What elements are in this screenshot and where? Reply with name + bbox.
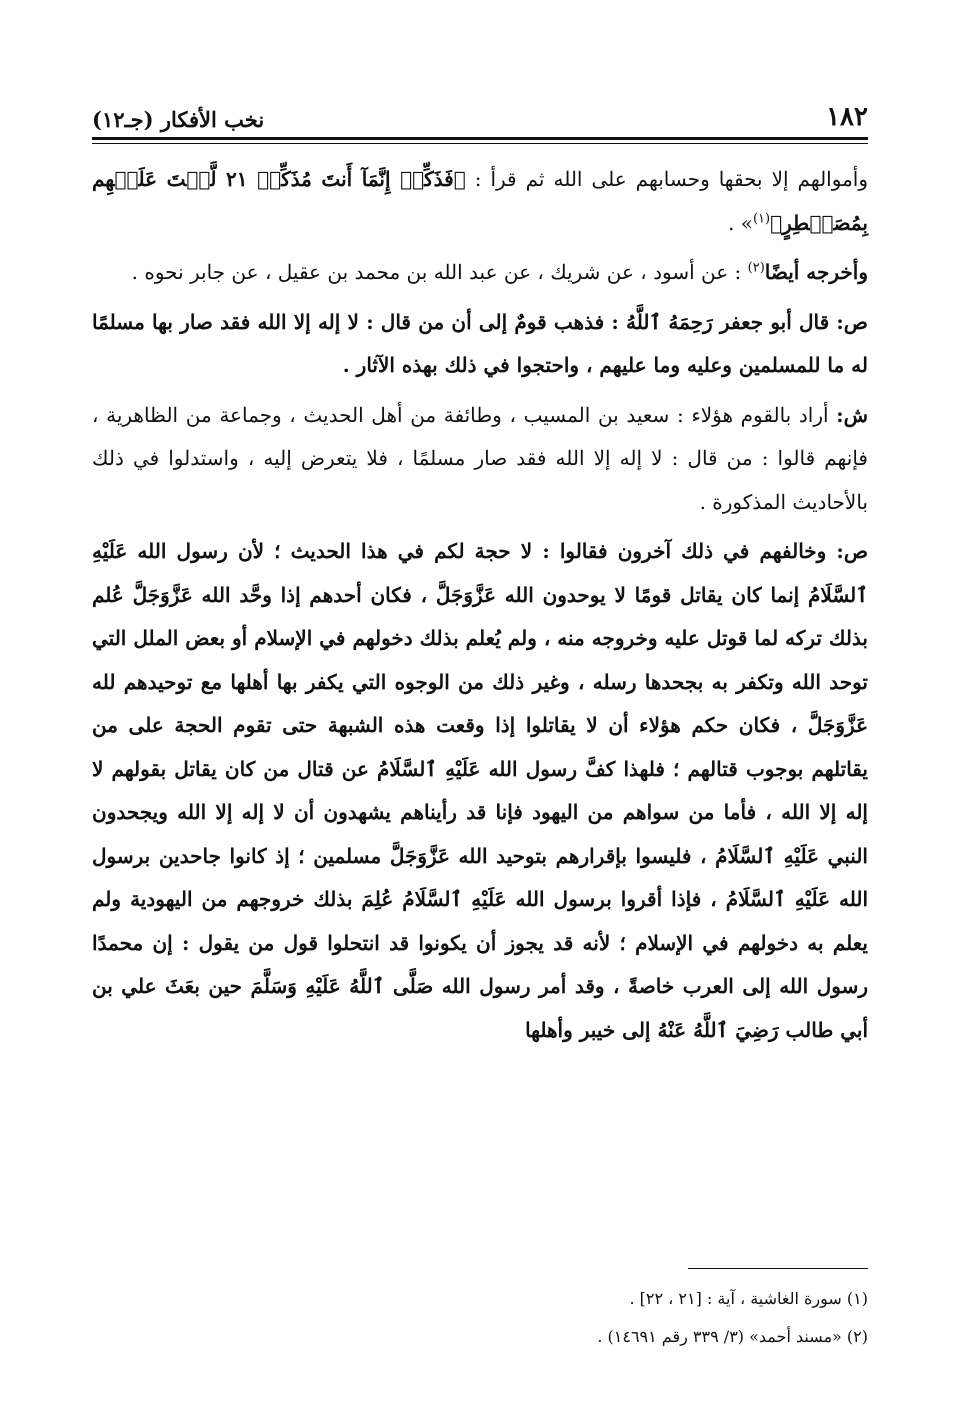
footnote-ref-1: (١) bbox=[752, 210, 771, 226]
paragraph-1 bbox=[92, 158, 868, 245]
paragraph-text: وأموالهم إلا بحقها وحسابهم على الله ثم قرأ : bbox=[465, 167, 868, 191]
paragraph-text: ص: وخالفهم في ذلك آخرون فقالوا : لا حجة لكم في هذا الحديث ؛ لأن رسول الله عَلَيْهِ ٱلسَّلَامُ إنما كان يقاتل قومًا لا يوحدون الله عَزَّوَجَلَّ ، فكان أحدهم إذا وحَّد الله عَزَّوَجَلَّ عُلم بذلك تركه لما قوتل عليه وخروجه منه ، ولم يُعلم بذلك دخولهم في الإسلام أو بعض الملل التي توحد الله وتكفر به بجحدها رسله ، وغير ذلك من الوجوه التي يكفر بها أهلها مع توحيدهم لله عَزَّوَجَلَّ ، فكان حكم هؤلاء أن لا يقاتلوا إذا وقعت هذه الشبهة حتى تقوم الحجة على من يقاتلهم بوجوب قتالهم ؛ فلهذا كفَّ رسول الله عَلَيْهِ ٱلسَّلَامُ عن قتال من كان يقاتل بقولهم لا إله إلا الله ، فأما من سواهم من اليهود فإنا قد رأيناهم يشهدون أن لا إله إلا الله ويجحدون النبي عَلَيْهِ ٱلسَّلَامُ ، فليسوا بإقرارهم بتوحيد الله عَزَّوَجَلَّ مسلمين ؛ إذ كانوا جاحدين برسول الله عَلَيْهِ ٱلسَّلَامُ ، فإذا أقروا برسول الله عَلَيْهِ ٱلسَّلَامُ عُلِمَ بذلك خروجهم من اليهودية ولم يعلم به دخولهم في الإسلام ؛ لأنه قد يجوز أن يكونوا قد انتحلوا قول من يقول : إن محمدًا رسول الله إلى العرب خاصةً ، وقد أمر رسول الله صَلَّى ٱللَّهُ عَلَيْهِ وَسَلَّمَ حين بعَثَ علي بن أبي طالب رَضِيَ ٱللَّهُ عَنْهُ إلى خيبر وأهلها bbox=[92, 539, 868, 1042]
paragraph-4 bbox=[92, 394, 868, 525]
paragraph-tail: » . bbox=[727, 210, 753, 235]
header-rule-thin bbox=[92, 143, 868, 144]
book-page bbox=[92, 0, 868, 1413]
header-rule-thick bbox=[92, 137, 868, 140]
paragraph-5 bbox=[92, 530, 868, 1052]
paragraph-lead: ش: bbox=[836, 402, 868, 427]
paragraph-3 bbox=[92, 301, 868, 388]
quran-verse: ﴿فَذَكِّرۡ إِنَّمَآ أَنتَ مُذَكِّرٞ ٢١ لَّسۡتَ عَلَيۡهِم بِمُصَيۡطِرٍ﴾ bbox=[92, 167, 868, 235]
paragraph-text: أراد بالقوم هؤلاء : سعيد بن المسيب ، وطائفة من أهل الحديث ، وجماعة من الظاهرية ، فإنهم قالوا : من قال : لا إله إلا الله فقد صار مسلمًا ، فلا يتعرض إليه ، واستدلوا في ذلك بالأحاديث المذكورة . bbox=[92, 402, 868, 514]
running-title: نخب الأفكار (جـ١٢) bbox=[92, 107, 265, 132]
paragraph-2 bbox=[92, 251, 868, 295]
page-header bbox=[92, 88, 868, 132]
page-number: ١٨٢ bbox=[826, 102, 868, 132]
footnote-divider bbox=[688, 1268, 868, 1269]
footnotes bbox=[92, 1284, 868, 1360]
main-text bbox=[92, 158, 868, 1058]
paragraph-lead: وأخرجه أيضًا bbox=[764, 260, 868, 284]
footnote-2: (٢) «مسند أحمد» (٣/ ٣٣٩ رقم ١٤٦٩١) . bbox=[597, 1327, 868, 1346]
footnote-1: (١) سورة الغاشية ، آية : [٢١ ، ٢٢] . bbox=[629, 1289, 868, 1308]
paragraph-text: : عن أسود ، عن شريك ، عن عبد الله بن محمد بن عقيل ، عن جابر نحوه . bbox=[131, 260, 748, 284]
footnote-ref-2: (٢) bbox=[747, 260, 765, 276]
paragraph-text: ص: قال أبو جعفر رَحِمَهُ ٱللَّهُ : فذهب قومٌ إلى أن من قال : لا إله إلا الله فقد صار بها مسلمًا له ما للمسلمين وعليه وما عليهم ، واحتجوا في ذلك بهذه الآثار . bbox=[92, 309, 868, 377]
